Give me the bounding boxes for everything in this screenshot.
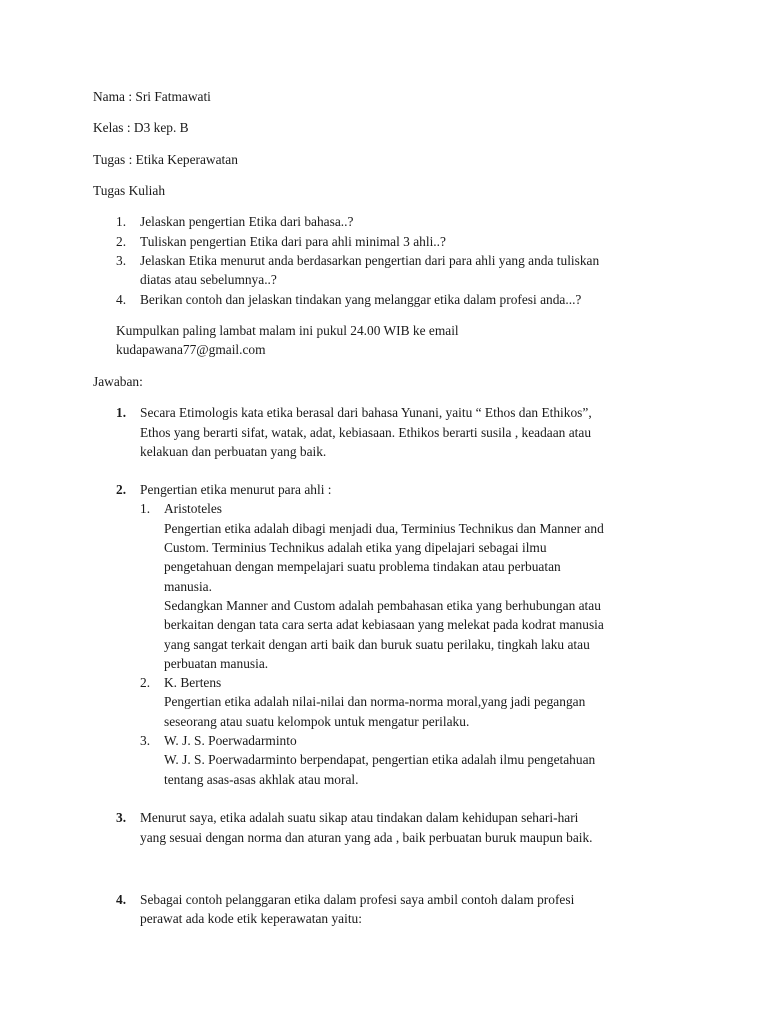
answer-4-line-2: perawat ada kode etik keperawatan yaitu: [140,911,362,926]
student-name: Nama : Sri Fatmawati [93,89,211,104]
poerwadarminto-line: W. J. S. Poerwadarminto berpendapat, pengertian etika adalah ilmu pengetahuan [164,752,596,767]
aristoteles-line: yang sangat terkait dengan arti baik dan buruk suatu perilaku, tingkah laku atau [164,637,590,652]
aristoteles-line: pengetahuan dengan mempelajari suatu problema tindakan atau perbuatan [164,559,561,574]
poerwadarminto-line: tentang asas-asas akhlak atau moral. [164,772,359,787]
answer-1-line-2: Ethos yang berarti sifat, watak, adat, kebiasaan. Ethikos berarti susila , keadaan atau [140,425,592,440]
answer-number: 4. [116,892,127,907]
question-3-line-2: diatas atau sebelumnya..? [140,272,277,287]
sub-item-number: 3. [140,733,151,748]
answer-4-line-1: Sebagai contoh pelanggaran etika dalam profesi saya ambil contoh dalam profesi [140,892,575,907]
bertens-line: Pengertian etika adalah nilai-nilai dan norma-norma moral,yang jadi pegangan [164,694,586,709]
question-1: Jelaskan pengertian Etika dari bahasa..? [140,214,354,229]
instruction-line-1: Kumpulkan paling lambat malam ini pukul 24.00 WIB ke email [116,323,459,338]
question-number: 4. [116,292,127,307]
answer-2-intro: Pengertian etika menurut para ahli : [140,482,332,497]
expert-name-bertens: K. Bertens [164,675,222,690]
sub-item-number: 2. [140,675,151,690]
answers-heading: Jawaban: [93,374,143,389]
answer-number: 2. [116,482,127,497]
student-class: Kelas : D3 kep. B [93,120,189,135]
question-4: Berikan contoh dan jelaskan tindakan yang melanggar etika dalam profesi anda...? [140,292,582,307]
answer-3-line-2: yang sesuai dengan norma dan aturan yang ada , baik perbuatan buruk maupun baik. [140,830,593,845]
aristoteles-line: perbuatan manusia. [164,656,269,671]
question-number: 3. [116,253,127,268]
question-number: 1. [116,214,127,229]
aristoteles-line: Custom. Terminius Technikus adalah etika yang dipelajari sebagai ilmu [164,540,547,555]
answer-number: 1. [116,405,127,420]
bertens-line: seseorang atau suatu kelompok untuk mengatur perilaku. [164,714,470,729]
answer-1-line-3: kelakuan dan perbuatan yang baik. [140,444,327,459]
question-3-line-1: Jelaskan Etika menurut anda berdasarkan pengertian dari para ahli yang anda tuliskan [140,253,600,268]
aristoteles-line: Pengertian etika adalah dibagi menjadi dua, Terminius Technikus dan Manner and [164,521,604,536]
aristoteles-line: berkaitan dengan tata cara serta adat kebiasaan yang melekat pada kodrat manusia [164,617,604,632]
question-number: 2. [116,234,127,249]
aristoteles-line: Sedangkan Manner and Custom adalah pembahasan etika yang berhubungan atau [164,598,601,613]
answer-1-line-1: Secara Etimologis kata etika berasal dari bahasa Yunani, yaitu “ Ethos dan Ethikos”, [140,405,592,420]
instruction-email: kudapawana77@gmail.com [116,342,266,357]
expert-name-poerwadarminto: W. J. S. Poerwadarminto [164,733,297,748]
sub-item-number: 1. [140,501,151,516]
answer-number: 3. [116,810,127,825]
question-2: Tuliskan pengertian Etika dari para ahli minimal 3 ahli..? [140,234,446,249]
expert-name-aristoteles: Aristoteles [164,501,223,516]
assignment-subject: Tugas : Etika Keperawatan [93,152,238,167]
assignment-heading: Tugas Kuliah [93,183,166,198]
aristoteles-line: manusia. [164,579,212,594]
answer-3-line-1: Menurut saya, etika adalah suatu sikap atau tindakan dalam kehidupan sehari-hari [140,810,579,825]
